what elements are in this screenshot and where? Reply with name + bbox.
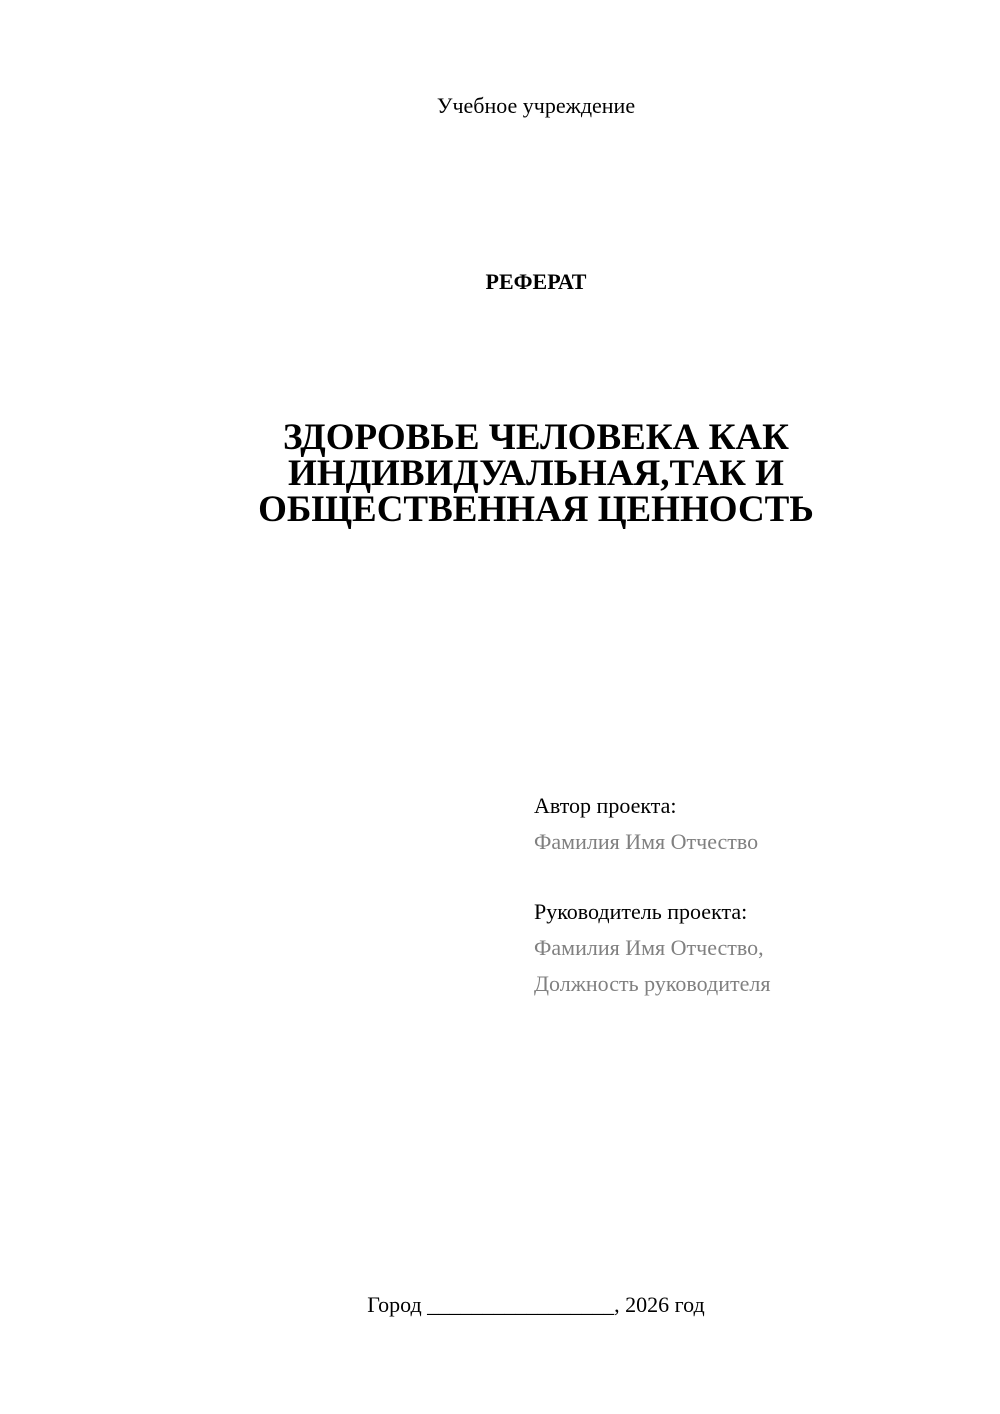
authors-block bbox=[534, 788, 974, 1002]
author-name: Фамилия Имя Отчество bbox=[534, 829, 759, 854]
supervisor-position: Должность руководителя bbox=[534, 971, 771, 996]
title-line-3: ОБЩЕСТВЕННАЯ ЦЕННОСТЬ bbox=[258, 489, 814, 530]
document-title bbox=[200, 417, 872, 530]
supervisor-name: Фамилия Имя Отчество, bbox=[534, 935, 764, 960]
city-label: Город bbox=[367, 1292, 422, 1317]
supervisor-label: Руководитель проекта: bbox=[534, 899, 748, 924]
title-line-2: ИНДИВИДУАЛЬНАЯ,ТАК И bbox=[288, 453, 784, 494]
authors-spacer bbox=[534, 860, 974, 894]
city-year-line bbox=[0, 1290, 1000, 1320]
author-label: Автор проекта: bbox=[534, 793, 677, 818]
city-blank: _________________ bbox=[427, 1292, 615, 1317]
title-line-1: ЗДОРОВЬЕ ЧЕЛОВЕКА КАК bbox=[283, 417, 789, 458]
institution-name: Учебное учреждение bbox=[436, 93, 636, 118]
document-type: РЕФЕРАТ bbox=[485, 269, 587, 294]
year-text: , 2026 год bbox=[614, 1292, 705, 1317]
